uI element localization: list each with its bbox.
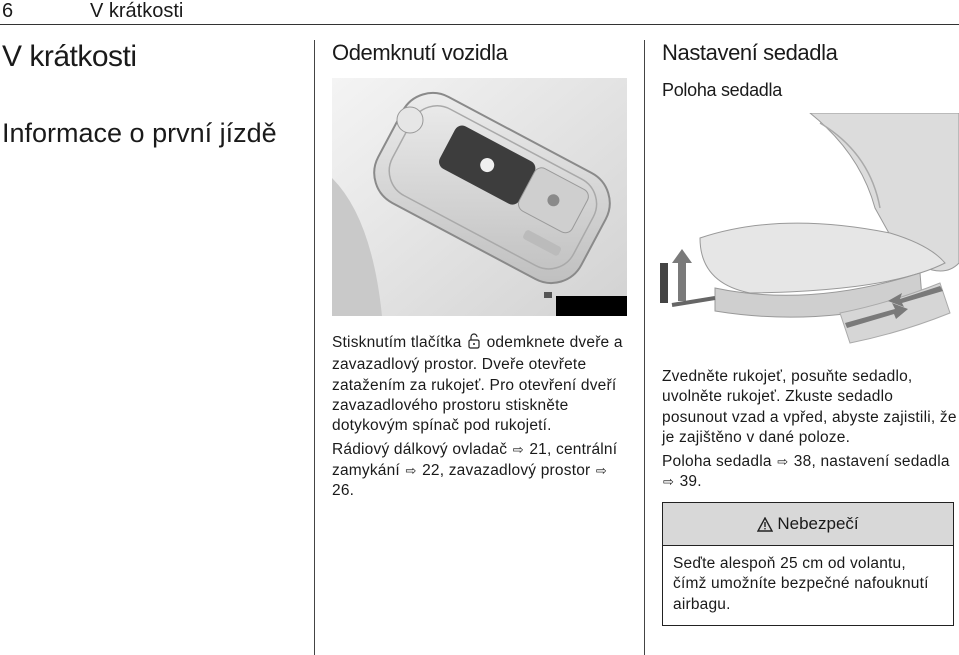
header-rule	[0, 24, 959, 25]
ref-page-central-locking[interactable]: 22,	[422, 461, 445, 479]
arrow-ref-icon: ⇨	[595, 462, 607, 478]
ref-label-central-locking: centrální zamykání	[332, 441, 618, 479]
unlock-icon	[468, 333, 480, 355]
seat-adjustment-heading: Nastavení sedadla	[662, 40, 838, 65]
ref-label-luggage: zavazadlový prostor	[448, 461, 591, 479]
warning-header	[663, 503, 953, 546]
seat-instructions: Zvedněte rukojeť, posuňte sedadlo, uvolněte rukojeť. Zkuste sedadlo posunout vzad a vpřed, abyste zajistili, že je zajištěno v dané poloze.	[662, 368, 957, 446]
arrow-ref-icon: ⇨	[512, 442, 524, 458]
running-title: V krátkosti	[90, 0, 184, 22]
ref-page-seat-position[interactable]: 38, nastavení sedadla	[793, 453, 950, 471]
arrow-ref-icon: ⇨	[663, 474, 675, 490]
ref-label-seat-position: Poloha sedadla	[662, 453, 772, 471]
ref-page-remote[interactable]: 21,	[529, 441, 552, 459]
unlock-heading: Odemknutí vozidla	[332, 40, 508, 65]
seat-illustration	[660, 113, 959, 351]
seat-references	[662, 452, 957, 493]
column-divider-left	[314, 40, 315, 655]
section-title: Informace o první jízdě	[2, 118, 277, 148]
column-divider-right	[644, 40, 645, 655]
unlock-text-rest: odemknete dveře a zavazadlový prostor. Dveře otevřete zatažením za rukojeť. Pro otevření dveří zavazadlového prostoru stiskněte dotykovým spínač pod rukojetí.	[332, 334, 623, 435]
seat-text	[662, 367, 957, 497]
seat-position-subheading: Poloha sedadla	[662, 80, 782, 100]
unlock-paragraph	[332, 333, 632, 436]
chapter-title: V krátkosti	[2, 40, 137, 73]
ref-page-luggage[interactable]: 26.	[332, 482, 355, 500]
warning-triangle-icon	[757, 517, 773, 532]
danger-warning-box	[662, 502, 954, 626]
arrow-ref-icon: ⇨	[405, 462, 417, 478]
ref-label-remote: Rádiový dálkový ovladač	[332, 441, 508, 459]
ref-page-seat-adjustment[interactable]: 39.	[679, 473, 702, 491]
warning-text: Seďte alespoň 25 cm od volantu, čímž umožníte bezpečné nafouknutí airbagu.	[673, 555, 929, 613]
warning-title: Nebezpečí	[777, 514, 859, 533]
unlock-text	[332, 333, 632, 505]
unlock-text-start: Stisknutím tlačítka	[332, 334, 462, 351]
references-paragraph	[332, 440, 632, 501]
page-number: 6	[2, 0, 14, 22]
key-fob-illustration	[332, 78, 627, 316]
arrow-ref-icon: ⇨	[777, 454, 789, 470]
